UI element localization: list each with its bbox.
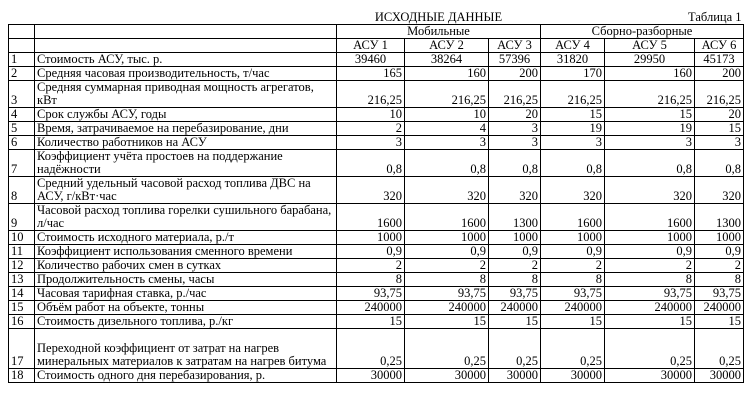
cell-asu-5: 15 [605,107,695,121]
cell-asu-1: 0,25 [337,328,405,368]
cell-asu-5: 29950 [605,52,695,66]
cell-asu-4: 93,75 [541,286,605,300]
cell-asu-2: 30000 [405,368,489,382]
table-row [9,314,744,328]
cell-asu-6: 8 [695,272,744,286]
row-number: 14 [9,286,35,300]
cell-asu-2: 0,8 [405,149,489,176]
cell-asu-3: 1000 [489,230,541,244]
row-number: 4 [9,107,35,121]
cell-asu-1: 39460 [337,52,405,66]
cell-asu-5: 240000 [605,300,695,314]
cell-asu-6: 20 [695,107,744,121]
cell-asu-3: 20 [489,107,541,121]
cell-asu-4: 170 [541,66,605,80]
row-label: Средний удельный часовой расход топлива ДВС на АСУ, г/кВт·час [35,176,337,203]
cell-asu-5: 3 [605,135,695,149]
cell-asu-2: 0,9 [405,244,489,258]
row-label: Средняя часовая производительность, т/час [35,66,337,80]
table-title: ИСХОДНЫЕ ДАННЫЕ [337,10,541,24]
cell-asu-6: 0,8 [695,149,744,176]
cell-asu-6: 0,25 [695,328,744,368]
cell-asu-4: 3 [541,135,605,149]
cell-asu-1: 1000 [337,230,405,244]
cell-asu-6: 216,25 [695,80,744,107]
cell-asu-3: 0,25 [489,328,541,368]
cell-asu-1: 1600 [337,203,405,230]
cell-asu-4: 216,25 [541,80,605,107]
row-label: Средняя суммарная приводная мощность агрегатов, кВт [35,80,337,107]
row-number: 8 [9,176,35,203]
cell-asu-2: 38264 [405,52,489,66]
cell-asu-3: 15 [489,314,541,328]
cell-asu-2: 160 [405,66,489,80]
row-number: 13 [9,272,35,286]
cell-asu-6: 1000 [695,230,744,244]
cell-asu-4: 1600 [541,203,605,230]
row-label: Стоимость дизельного топлива, р./кг [35,314,337,328]
cell-asu-6: 3 [695,135,744,149]
cell-asu-6: 320 [695,176,744,203]
cell-asu-3: 0,9 [489,244,541,258]
row-label: Переходной коэффициент от затрат на нагрев минеральных материалов к затратам на нагрев битума [35,328,337,368]
cell-asu-4: 31820 [541,52,605,66]
row-label: Часовая тарифная ставка, р./час [35,286,337,300]
table-row [9,328,744,368]
cell-asu-1: 2 [337,258,405,272]
cell-asu-5: 0,25 [605,328,695,368]
row-number: 7 [9,149,35,176]
cell-asu-4: 30000 [541,368,605,382]
cell-asu-4: 2 [541,258,605,272]
row-label: Стоимость исходного материала, р./т [35,230,337,244]
cell-asu-4: 0,9 [541,244,605,258]
table-row [9,368,744,382]
cell-asu-1: 93,75 [337,286,405,300]
row-label: Стоимость АСУ, тыс. р. [35,52,337,66]
cell-asu-6: 30000 [695,368,744,382]
table-row [9,121,744,135]
row-label: Коэффициент использования сменного времени [35,244,337,258]
row-number: 10 [9,230,35,244]
table-row [9,80,744,107]
cell-asu-3: 3 [489,135,541,149]
row-number: 16 [9,314,35,328]
row-number: 6 [9,135,35,149]
cell-asu-1: 0,9 [337,244,405,258]
table-row [9,230,744,244]
cell-asu-2: 8 [405,272,489,286]
cell-asu-5: 30000 [605,368,695,382]
cell-asu-2: 2 [405,258,489,272]
cell-asu-6: 15 [695,314,744,328]
cell-asu-2: 0,25 [405,328,489,368]
cell-asu-3: 200 [489,66,541,80]
cell-asu-1: 320 [337,176,405,203]
row-number: 12 [9,258,35,272]
cell-asu-5: 0,9 [605,244,695,258]
cell-asu-5: 19 [605,121,695,135]
cell-asu-4: 15 [541,314,605,328]
table-row [9,244,744,258]
cell-asu-5: 160 [605,66,695,80]
cell-asu-2: 10 [405,107,489,121]
group-prefab-header: Сборно-разборные [541,24,744,38]
cell-asu-4: 320 [541,176,605,203]
table-row [9,203,744,230]
table-row [9,286,744,300]
row-number: 11 [9,244,35,258]
table-row [9,52,744,66]
cell-asu-6: 15 [695,121,744,135]
cell-asu-4: 240000 [541,300,605,314]
column-header-asu-6: АСУ 6 [695,38,744,52]
row-label: Продолжительность смены, часы [35,272,337,286]
cell-asu-5: 1000 [605,230,695,244]
row-number: 5 [9,121,35,135]
source-data-table [8,10,744,383]
cell-asu-5: 0,8 [605,149,695,176]
cell-asu-3: 30000 [489,368,541,382]
row-label: Стоимость одного дня перебазирования, р. [35,368,337,382]
cell-asu-1: 2 [337,121,405,135]
column-header-asu-1: АСУ 1 [337,38,405,52]
cell-asu-3: 93,75 [489,286,541,300]
cell-asu-6: 240000 [695,300,744,314]
cell-asu-5: 8 [605,272,695,286]
row-number: 2 [9,66,35,80]
cell-asu-3: 240000 [489,300,541,314]
table-row [9,66,744,80]
cell-asu-4: 0,8 [541,149,605,176]
cell-asu-4: 1000 [541,230,605,244]
row-label: Часовой расход топлива горелки сушильного барабана, л/час [35,203,337,230]
table-row [9,176,744,203]
cell-asu-3: 1300 [489,203,541,230]
cell-asu-2: 93,75 [405,286,489,300]
cell-asu-4: 19 [541,121,605,135]
cell-asu-1: 30000 [337,368,405,382]
column-header-asu-4: АСУ 4 [541,38,605,52]
cell-asu-6: 93,75 [695,286,744,300]
cell-asu-4: 0,25 [541,328,605,368]
row-number: 17 [9,328,35,368]
cell-asu-2: 320 [405,176,489,203]
cell-asu-3: 3 [489,121,541,135]
cell-asu-5: 1600 [605,203,695,230]
cell-asu-1: 10 [337,107,405,121]
cell-asu-1: 8 [337,272,405,286]
row-number: 18 [9,368,35,382]
table-row [9,272,744,286]
row-label: Объём работ на объекте, тонны [35,300,337,314]
cell-asu-3: 0,8 [489,149,541,176]
cell-asu-2: 240000 [405,300,489,314]
cell-asu-1: 15 [337,314,405,328]
cell-asu-3: 320 [489,176,541,203]
cell-asu-6: 45173 [695,52,744,66]
column-header-asu-2: АСУ 2 [405,38,489,52]
cell-asu-3: 8 [489,272,541,286]
cell-asu-5: 320 [605,176,695,203]
row-label: Количество работников на АСУ [35,135,337,149]
group-header-row [9,24,744,38]
title-row [9,10,744,24]
row-number: 9 [9,203,35,230]
cell-asu-2: 15 [405,314,489,328]
cell-asu-6: 0,9 [695,244,744,258]
cell-asu-5: 15 [605,314,695,328]
table-row [9,135,744,149]
cell-asu-5: 2 [605,258,695,272]
cell-asu-4: 8 [541,272,605,286]
cell-asu-5: 93,75 [605,286,695,300]
row-label: Время, затрачиваемое на перебазирование, дни [35,121,337,135]
table-row [9,107,744,121]
table-row [9,149,744,176]
table-row [9,258,744,272]
row-number: 3 [9,80,35,107]
column-header-asu-3: АСУ 3 [489,38,541,52]
cell-asu-2: 3 [405,135,489,149]
row-label: Срок службы АСУ, годы [35,107,337,121]
row-number: 1 [9,52,35,66]
row-number: 15 [9,300,35,314]
cell-asu-1: 3 [337,135,405,149]
table-row [9,300,744,314]
cell-asu-2: 4 [405,121,489,135]
cell-asu-1: 216,25 [337,80,405,107]
cell-asu-3: 2 [489,258,541,272]
cell-asu-2: 1600 [405,203,489,230]
column-header-asu-5: АСУ 5 [605,38,695,52]
cell-asu-6: 200 [695,66,744,80]
column-header-row [9,38,744,52]
group-mobile-header: Мобильные [337,24,541,38]
cell-asu-6: 2 [695,258,744,272]
cell-asu-3: 216,25 [489,80,541,107]
cell-asu-2: 216,25 [405,80,489,107]
cell-asu-4: 15 [541,107,605,121]
cell-asu-5: 216,25 [605,80,695,107]
row-label: Коэффициент учёта простоев на поддержание надёжности [35,149,337,176]
cell-asu-1: 0,8 [337,149,405,176]
cell-asu-2: 1000 [405,230,489,244]
cell-asu-1: 240000 [337,300,405,314]
row-label: Количество рабочих смен в сутках [35,258,337,272]
cell-asu-3: 57396 [489,52,541,66]
cell-asu-1: 165 [337,66,405,80]
table-label: Таблица 1 [541,10,744,24]
cell-asu-6: 1300 [695,203,744,230]
